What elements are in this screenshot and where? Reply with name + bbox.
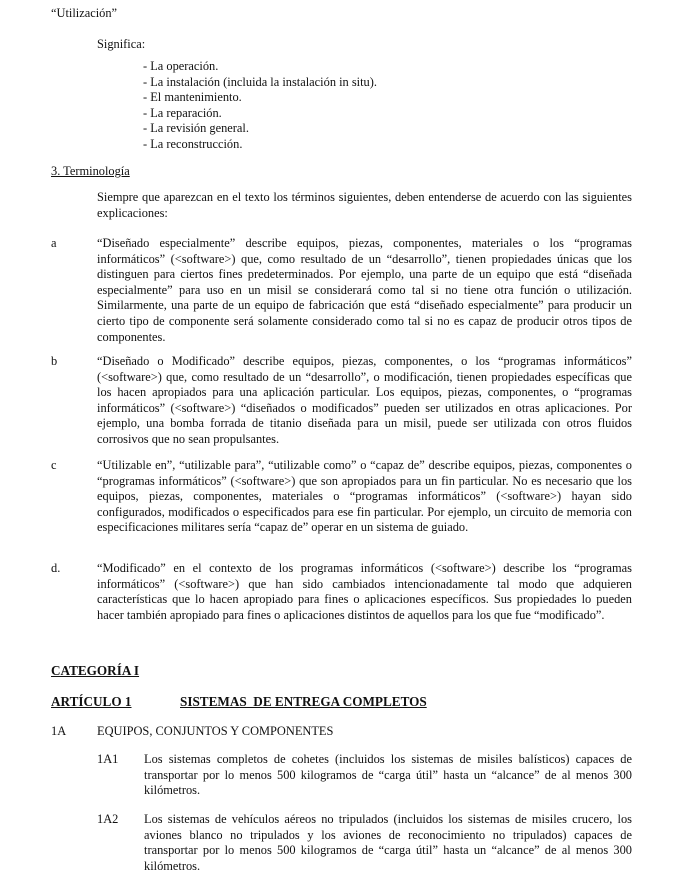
section-code: 1A [51, 724, 67, 738]
entry-text-d: “Modificado” en el contexto de los programas informáticos (<software>) describe los “programas informáticos” (<software>) que han sido cambiados intencionadamente tal modo que adquieren características que lo hacen apropiado para fines o aplicaciones específicos. Sus propiedades lo pueden hacer también apropiado para fines o aplicaciones distintos de aquellos para los que fue “modificado”. [97, 561, 632, 622]
item-text-1a2: Los sistemas de vehículos aéreos no tripulados (incluidos los sistemas de misiles crucero, los aviones blanco no tripulados y los aviones de reconocimiento no tripulados) capaces de transportar por lo menos 500 kilogramos de “carga útil” hasta un “alcance” de al menos 300 kilómetros. [144, 812, 632, 873]
terminologia-heading: 3. Terminología [51, 164, 130, 178]
section-title: EQUIPOS, CONJUNTOS Y COMPONENTES [97, 724, 334, 738]
categoria-heading: CATEGORÍA I [51, 663, 140, 678]
item-code-1a1: 1A1 [97, 752, 119, 766]
list-item: - La instalación (incluida la instalación in situ). [143, 74, 377, 89]
entry-letter-c: c [51, 458, 57, 472]
terminologia-intro: Siempre que aparezcan en el texto los términos siguientes, deben entenderse de acuerdo con las siguientes explicaciones: [97, 190, 632, 220]
list-item: - El mantenimiento. [143, 90, 242, 104]
utilizacion-title: “Utilización” [51, 6, 118, 20]
entry-letter-a: a [51, 236, 57, 250]
list-item: - La reconstrucción. [143, 136, 243, 151]
list-item: - La revisión general. [143, 121, 249, 135]
item-text-1a1: Los sistemas completos de cohetes (incluidos los sistemas de misiles balísticos) capaces de transportar por lo menos 500 kilogramos de “carga útil” hasta un “alcance” de al menos 300 kilómetros. [144, 752, 632, 798]
list-item: - La reparación. [143, 105, 222, 120]
entry-text-c: “Utilizable en”, “utilizable para”, “utilizable como” o “capaz de” describe equipos, piezas, componentes o “programas informáticos” (<software>) que son apropiados para un fin particular. No es necesario que los equipos, piezas, componentes, materiales o “programas informáticos” (<software>) hayan sido configurados, modificados o especificados para ese fin particular. Por ejemplo, un circuito de memoria con especificaciones militares sería “capaz de” operar en un sistema de guiado. [97, 458, 632, 535]
entry-text-b: “Diseñado o Modificado” describe equipos, piezas, componentes, o los “programas informáticos” (<software>) que, como resultado de un “desarrollo”, o modificación, tienen propiedades específicas que los hacen apropiados para una aplicación particular. Los equipos, piezas, componentes, o “programas informáticos” (<software>) “diseñados o modificados” pueden ser utilizados en otras aplicaciones. Por ejemplo, una bomba forrada de titanio diseñada para un misil, puede ser utilizada con otros fluidos corrosivos que no sean propulsantes. [97, 354, 632, 446]
utilizacion-list [143, 59, 377, 152]
articulo-title: SISTEMAS DE ENTREGA COMPLETOS [180, 694, 427, 709]
articulo-label: ARTÍCULO 1 [51, 694, 132, 709]
list-item: - La operación. [143, 59, 219, 73]
entry-letter-d: d. [51, 561, 61, 575]
entry-text-a: “Diseñado especialmente” describe equipos, piezas, componentes, materiales o los “programas informáticos” (<software>) que, como resultado de un “desarrollo”, tienen propiedades únicas que los distinguen para ciertos fines predeterminados. Por ejemplo, una parte de un equipo que está “diseñada especialmente” para uso en un misil se considerará como tal si no tiene otra función o utilización. Similarmente, una parte de un equipo de fabricación que está “diseñado especialmente” para producir un cierto tipo de componente será solamente considerado como tal si no es capaz de producir otros tipos de componentes. [97, 236, 632, 344]
item-code-1a2: 1A2 [97, 812, 119, 826]
significa-label: Significa: [97, 37, 146, 51]
entry-letter-b: b [51, 354, 58, 368]
